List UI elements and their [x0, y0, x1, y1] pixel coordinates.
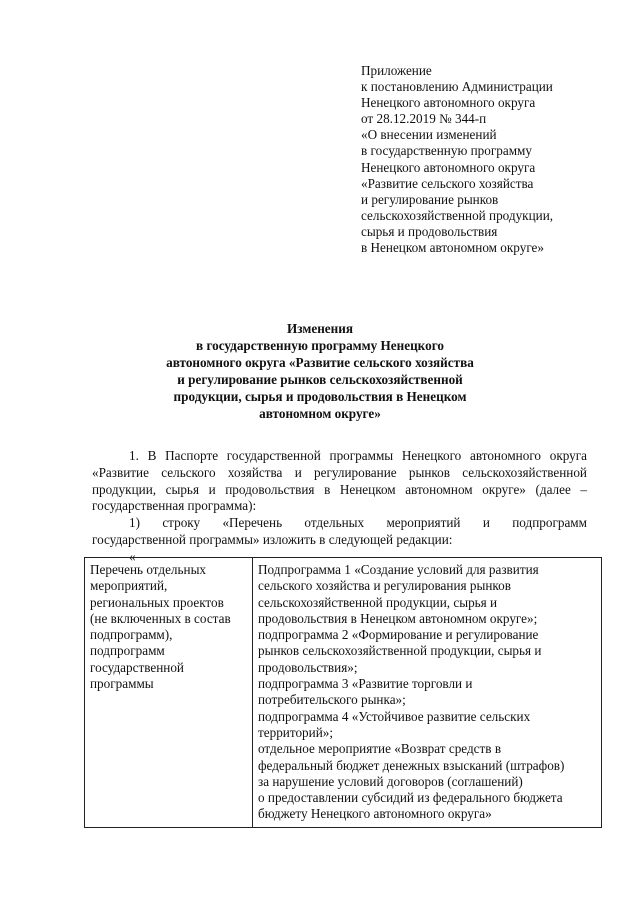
title-line: и регулирование рынков сельскохозяйственной — [177, 372, 463, 387]
paragraph-line: 1. В Паспорте государственной программы Ненецкого автономного округа — [129, 448, 587, 463]
appendix-line: Приложение — [361, 63, 432, 78]
cell-line: подпрограмма 4 «Устойчивое развитие сельских — [258, 708, 531, 724]
appendix-line: и регулирование рынков — [361, 191, 499, 207]
cell-line: сельского хозяйства и регулирования рынков — [258, 578, 511, 594]
cell-line: Подпрограмма 1 «Создание условий для развития — [258, 562, 539, 577]
cell-line: подпрограмма 3 «Развитие торговли и — [258, 676, 473, 692]
cell-line: подпрограмма 2 «Формирование и регулирование — [258, 627, 539, 643]
cell-line: Перечень отдельных — [90, 562, 207, 577]
paragraph-line: продукции, сырья и продовольствия в Ненецком автономном округе» (далее – — [92, 481, 587, 497]
cell-line: региональных проектов — [90, 594, 224, 610]
title-line: продукции, сырья и продовольствия в Ненецком — [173, 389, 467, 404]
cell-line: отдельное мероприятие «Возврат средств в — [258, 741, 502, 757]
cell-line: (не включенных в состав — [90, 610, 231, 626]
cell-line: бюджету Ненецкого автономного округа» — [258, 806, 492, 822]
appendix-line: Ненецкого автономного округа — [361, 159, 536, 175]
appendix-line: к постановлению Администрации — [361, 79, 553, 95]
cell-line: программы — [90, 676, 154, 692]
cell-line: федеральный бюджет денежных взысканий (штрафов) — [258, 757, 565, 773]
paragraph-1 — [92, 448, 587, 515]
paragraph-line: 1) строку «Перечень отдельных мероприятий и подпрограмм — [129, 515, 587, 530]
paragraph-2 — [92, 515, 587, 549]
title-line: автономного округа «Развитие сельского хозяйства — [166, 355, 474, 370]
cell-line: продовольствия»; — [258, 659, 358, 675]
cell-line: потребительского рынка»; — [258, 692, 406, 708]
table-cell-label — [85, 558, 253, 828]
appendix-line: от 28.12.2019 № 344-п — [361, 111, 487, 127]
cell-line: за нарушение условий договоров (соглашений) — [258, 773, 523, 789]
cell-line: о предоставлении субсидий из федерального бюджета — [258, 790, 563, 806]
appendix-line: «Развитие сельского хозяйства — [361, 175, 534, 191]
appendix-header — [361, 63, 626, 256]
cell-line: мероприятий, — [90, 578, 168, 594]
cell-line: продовольствия в Ненецком автономном округе»; — [258, 610, 538, 626]
paragraph-line: государственная программа): — [92, 498, 257, 514]
document-title — [150, 320, 490, 422]
table-cell-content — [253, 558, 602, 828]
cell-line: сельскохозяйственной продукции, сырья и — [258, 594, 498, 610]
title-line: Изменения — [287, 321, 353, 336]
appendix-line: в государственную программу — [361, 143, 532, 159]
title-line: в государственную программу Ненецкого — [196, 338, 444, 353]
cell-line: рынков сельскохозяйственной продукции, сырья и — [258, 643, 542, 659]
appendix-line: сельскохозяйственной продукции, — [361, 207, 554, 223]
paragraph-line: «Развитие сельского хозяйства и регулирование рынков сельскохозяйственной — [92, 464, 587, 480]
opening-quote: « — [129, 549, 136, 564]
programs-table — [84, 557, 602, 828]
appendix-line: «О внесении изменений — [361, 127, 497, 143]
appendix-line: в Ненецком автономном округе» — [361, 240, 545, 256]
paragraph-line: государственной программы» изложить в следующей редакции: — [92, 531, 453, 547]
appendix-line: сырья и продовольствия — [361, 223, 498, 239]
cell-line: государственной — [90, 659, 184, 675]
table-row — [85, 558, 602, 828]
appendix-line: Ненецкого автономного округа — [361, 95, 536, 111]
cell-line: подпрограмм — [90, 643, 165, 659]
title-line: автономном округе» — [259, 406, 381, 421]
cell-line: территорий»; — [258, 724, 334, 740]
cell-line: подпрограмм), — [90, 627, 173, 643]
